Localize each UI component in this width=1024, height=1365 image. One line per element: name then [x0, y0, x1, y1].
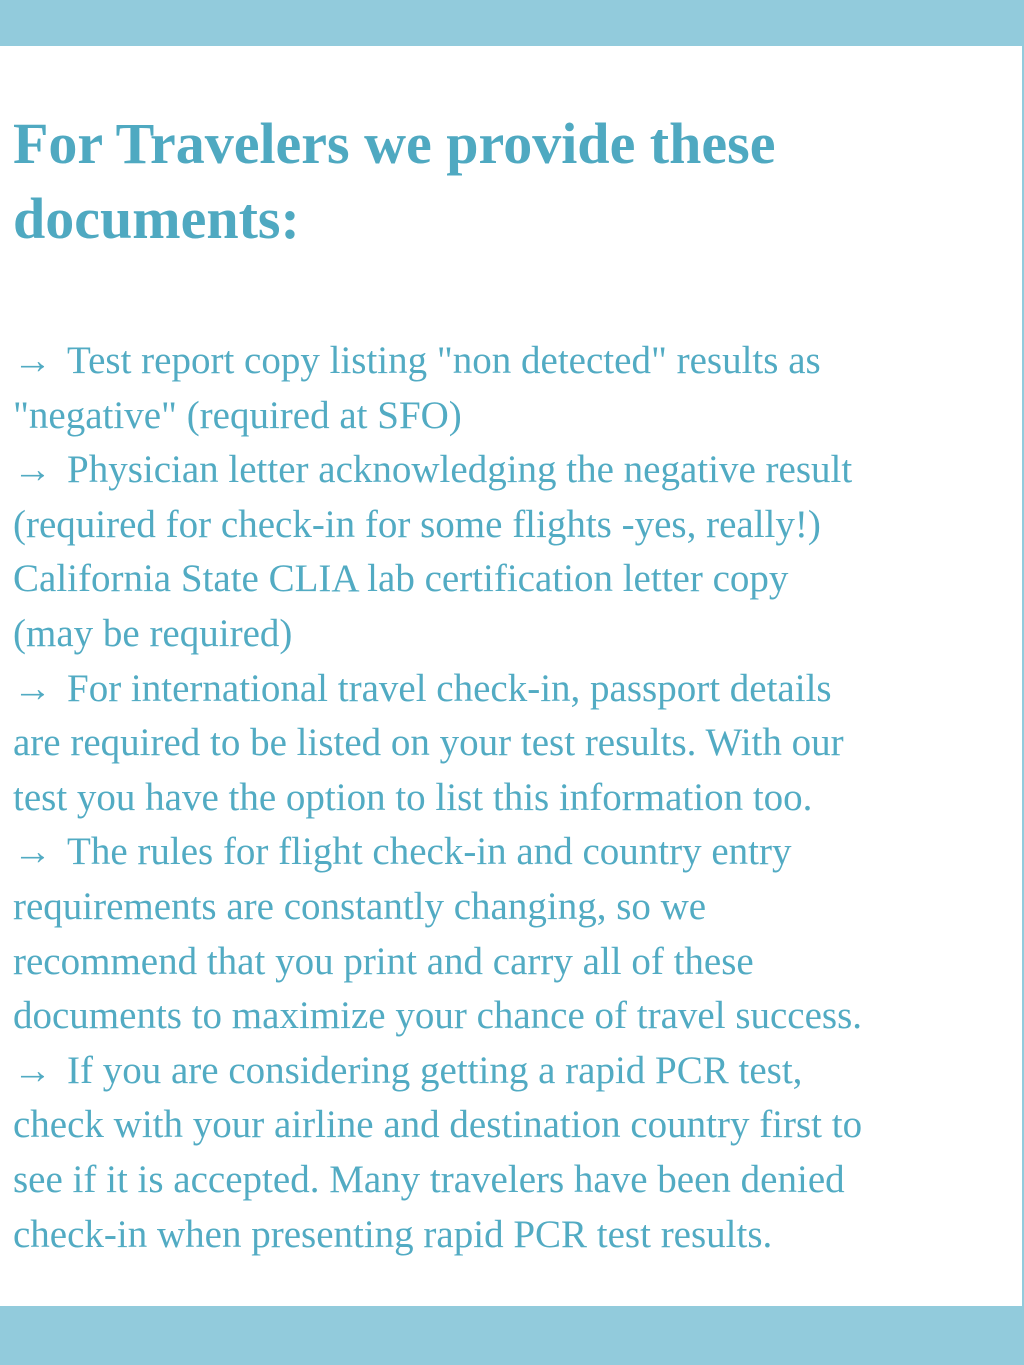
top-accent-band: [0, 0, 1024, 46]
list-line: [13, 498, 1013, 553]
list-line: [13, 825, 1013, 880]
list-line-text: check with your airline and destination country first to: [13, 1103, 863, 1147]
list-line-text: documents to maximize your chance of travel success.: [13, 994, 863, 1038]
right-arrow-icon: →: [13, 448, 52, 492]
list-line-text: Physician letter acknowledging the negative result: [67, 448, 853, 492]
list-line: [13, 552, 1013, 607]
list-line: [13, 771, 1013, 826]
right-arrow-icon: →: [13, 1048, 52, 1092]
right-arrow-icon: →: [13, 339, 52, 382]
list-line-text: The rules for flight check-in and country entry: [67, 830, 792, 874]
list-line: [13, 443, 1013, 498]
list-line-text: California State CLIA lab certification letter copy: [13, 557, 789, 601]
list-line-text: recommend that you print and carry all of these: [13, 939, 754, 983]
list-line: [13, 662, 1013, 717]
right-arrow-icon: →: [13, 830, 52, 874]
list-line: [13, 716, 1013, 771]
list-line: [13, 880, 1013, 935]
list-line: [13, 1098, 1013, 1153]
list-line-text: "negative" (required at SFO): [13, 393, 462, 437]
list-line: [13, 1044, 1013, 1099]
list-line: [13, 389, 1013, 444]
bottom-accent-band: [0, 1306, 1024, 1365]
list-line-text: are required to be listed on your test results. With our: [13, 721, 844, 765]
title-line-2: documents:: [13, 186, 300, 251]
list-line-text: see if it is accepted. Many travelers have been denied: [13, 1157, 845, 1201]
list-line-text: test you have the option to list this information too.: [13, 775, 813, 819]
list-line-text: If you are considering getting a rapid PCR test,: [67, 1048, 803, 1092]
title-line-1: For Travelers we provide these: [13, 111, 776, 176]
list-line: [13, 607, 1013, 662]
slide-content: [13, 106, 1013, 1262]
right-arrow-icon: →: [13, 666, 52, 710]
list-line: [13, 1153, 1013, 1208]
list-line-text: For international travel check-in, passport details: [67, 666, 832, 710]
list-line-text: requirements are constantly changing, so we: [13, 884, 707, 928]
list-line: [13, 334, 1013, 389]
list-line: [13, 1208, 1013, 1263]
list-line-text: check-in when presenting rapid PCR test results.: [13, 1212, 773, 1256]
list-line: [13, 989, 1013, 1044]
list-line-text: (required for check-in for some flights -yes, really!): [13, 502, 821, 546]
document-list: [13, 334, 1013, 1262]
page-title: [13, 106, 1013, 256]
list-line-text: (may be required): [13, 611, 293, 655]
list-line: [13, 935, 1013, 990]
list-line-text: Test report copy listing "non detected" results as: [67, 339, 821, 382]
